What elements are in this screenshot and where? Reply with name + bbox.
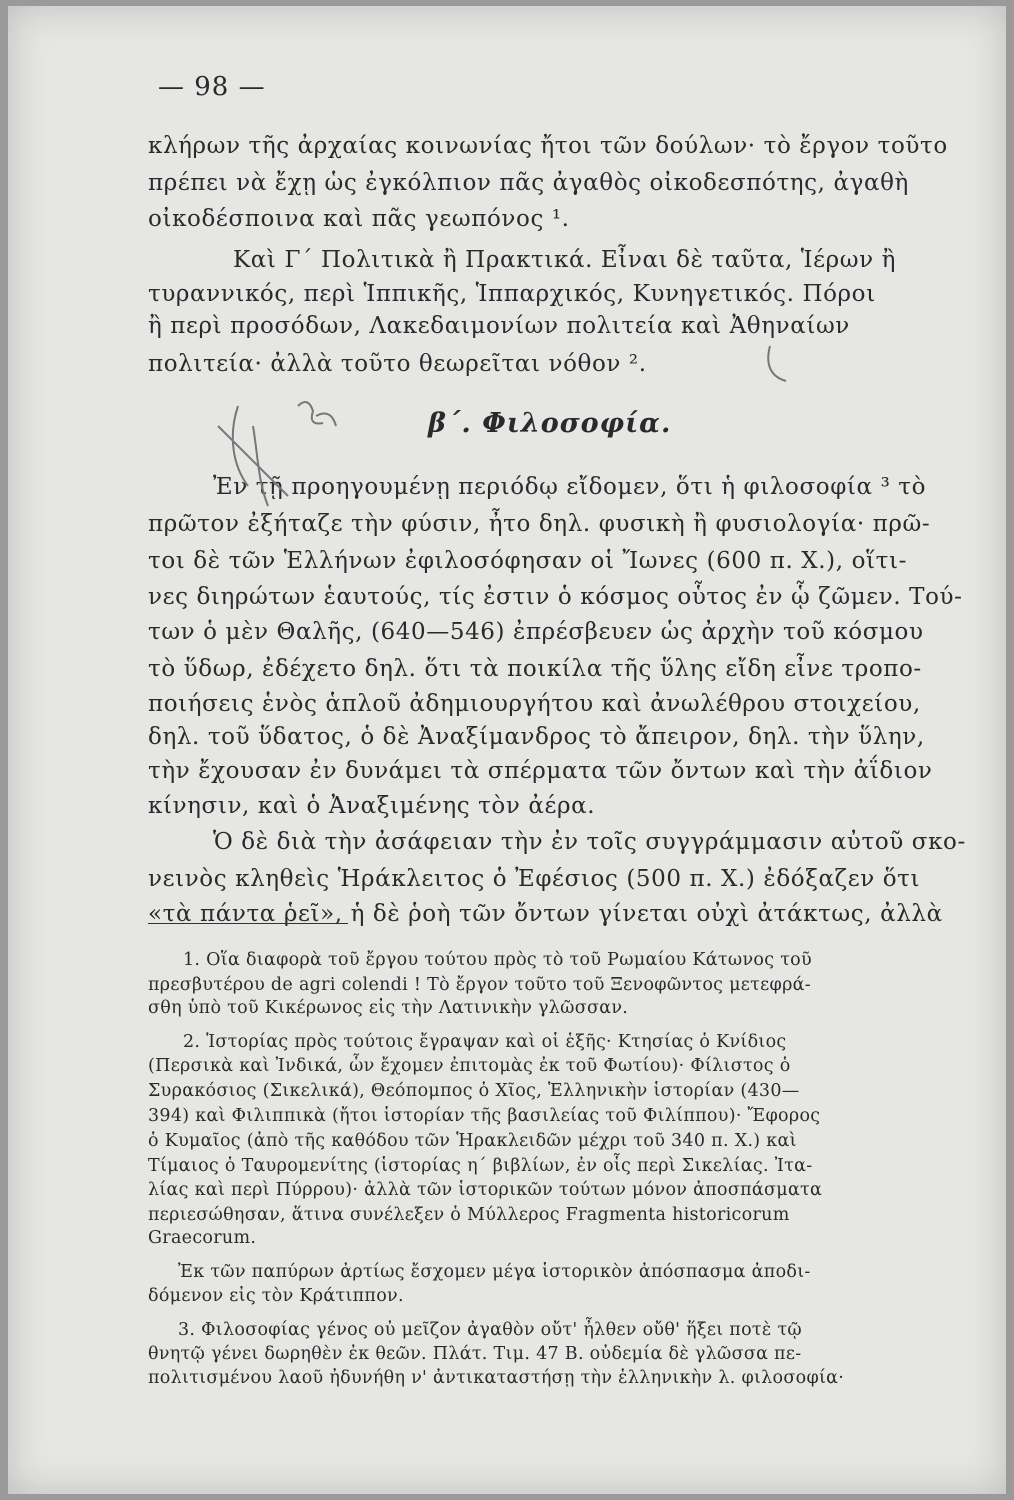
- footnote-line: περιεσώθησαν, ἅτινα συνέλεξεν ὁ Μύλλερος Fragmenta historicorum: [148, 1205, 790, 1225]
- footnote-line: Συρακόσιος (Σικελικά), Θεόπομπος ὁ Χῖος, Ἑλληνικὴν ἱστορίαν (430—: [148, 1081, 800, 1101]
- pencil-annotation-mark: [198, 386, 358, 516]
- body-line: πολιτεία· ἀλλὰ τοῦτο θεωρεῖται νόθον ².: [148, 351, 647, 377]
- footnote-line: δόμενον εἰς τὸν Κράτιππον.: [148, 1286, 404, 1306]
- body-line: πρῶτον ἐξήταζε τὴν φύσιν, ἦτο δηλ. φυσικὴ ἢ φυσιολογία· πρῶ-: [148, 511, 931, 537]
- body-line: τυραννικός, περὶ Ἱππικῆς, Ἱππαρχικός, Κυνηγετικός. Πόροι: [148, 281, 876, 307]
- body-line: κλήρων τῆς ἀρχαίας κοινωνίας ἤτοι τῶν δούλων· τὸ ἔργον τοῦτο: [148, 133, 948, 159]
- section-heading: β΄. Φιλοσοφία.: [428, 408, 672, 439]
- footnote-line: 3. Φιλοσοφίας γένος οὐ μεῖζον ἀγαθὸν οὔτ' ἦλθεν οὔθ' ἥξει ποτὲ τῷ: [178, 1320, 802, 1340]
- footnote-line: (Περσικὰ καὶ Ἰνδικά, ὧν ἔχομεν ἐπιτομὰς ἐκ τοῦ Φωτίου)· Φίλιστος ὁ: [148, 1056, 791, 1076]
- body-line: «τὰ πάντα ῥεῖ», ἡ δὲ ῥοὴ τῶν ὄντων γίνεται οὐχὶ ἀτάκτως, ἀλλὰ: [148, 901, 943, 927]
- book-page: [8, 6, 1006, 1494]
- body-line: των ὁ μὲν Θαλῆς, (640—546) ἐπρέσβευεν ὡς ἀρχὴν τοῦ κόσμου: [148, 619, 924, 645]
- body-line: ποιήσεις ἑνὸς ἁπλοῦ ἀδημιουργήτου καὶ ἀνωλέθρου στοιχείου,: [148, 691, 921, 717]
- footnote-rule: [148, 923, 348, 924]
- footnote-line: θνητῷ γένει δωρηθὲν ἐκ θεῶν. Πλάτ. Τιμ. 47 Β. οὐδεμία δὲ γλῶσσα πε-: [148, 1344, 802, 1364]
- body-line: κίνησιν, καὶ ὁ Ἀναξιμένης τὸν ἀέρα.: [148, 793, 596, 819]
- body-line: νεινὸς κληθεὶς Ἡράκλειτος ὁ Ἐφέσιος (500 π. Χ.) ἐδόξαζεν ὅτι: [148, 866, 921, 892]
- body-line: δηλ. τοῦ ὕδατος, ὁ δὲ Ἀναξίμανδρος τὸ ἄπειρον, δηλ. τὴν ὕλην,: [148, 724, 925, 750]
- body-line: τὴν ἔχουσαν ἐν δυνάμει τὰ σπέρματα τῶν ὄντων καὶ τὴν ἀΐδιον: [148, 758, 933, 784]
- footnote-line: 1. Οἵα διαφορὰ τοῦ ἔργου τούτου πρὸς τὸ τοῦ Ρωμαίου Κάτωνος τοῦ: [183, 950, 812, 970]
- footnote-line: Τίμαιος ὁ Ταυρομενίτης (ἱστορίας η΄ βιβλίων, ἐν οἷς περὶ Σικελίας. Ἰτα-: [148, 1156, 813, 1176]
- body-line: τὸ ὕδωρ, ἐδέχετο δηλ. ὅτι τὰ ποικίλα τῆς ὕλης εἴδη εἶνε τροπο-: [148, 656, 922, 682]
- footnote-line: Graecorum.: [148, 1228, 257, 1248]
- footnote-line: λίας καὶ περὶ Πύρρου)· ἀλλὰ τῶν ἱστορικῶν τούτων μόνον ἀποσπάσματα: [148, 1180, 823, 1200]
- footnote-line: ὁ Κυμαῖος (ἀπὸ τῆς καθόδου τῶν Ἡρακλειδῶν μέχρι τοῦ 340 π. Χ.) καὶ: [148, 1131, 797, 1151]
- page-number: — 98 —: [158, 72, 266, 102]
- footnote-line: 2. Ἱστορίας πρὸς τούτοις ἔγραψαν καὶ οἱ ἑξῆς· Κτησίας ὁ Κνίδιος: [183, 1032, 787, 1052]
- body-line: οἰκοδέσποινα καὶ πᾶς γεωπόνος ¹.: [148, 206, 570, 232]
- footnote-line: πολιτισμένου λαοῦ ἠδυνήθη ν' ἀντικαταστήσῃ τὴν ἑλληνικὴν λ. φιλοσοφία·: [148, 1368, 845, 1388]
- body-line: τοι δὲ τῶν Ἑλλήνων ἐφιλοσόφησαν οἱ Ἴωνες (600 π. Χ.), οἵτι-: [148, 548, 907, 574]
- body-line: ἢ περὶ προσόδων, Λακεδαιμονίων πολιτεία καὶ Ἀθηναίων: [148, 313, 850, 339]
- footnote-line: Ἐκ τῶν παπύρων ἀρτίως ἔσχομεν μέγα ἱστορικὸν ἀπόσπασμα ἀποδι-: [178, 1262, 811, 1282]
- body-line: Ὁ δὲ διὰ τὴν ἀσάφειαν τὴν ἐν τοῖς συγγράμμασιν αὐτοῦ σκο-: [213, 829, 966, 855]
- pencil-check-mark: [758, 341, 798, 391]
- body-line: Καὶ Γ΄ Πολιτικὰ ἢ Πρακτικά. Εἶναι δὲ ταῦτα, Ἱέρων ἢ: [233, 247, 897, 273]
- footnote-line: πρεσβυτέρου de agri colendi ! Τὸ ἔργον τοῦτο τοῦ Ξενοφῶντος μετεφρά-: [148, 975, 811, 995]
- footnote-line: σθη ὑπὸ τοῦ Κικέρωνος εἰς τὴν Λατινικὴν γλῶσσαν.: [148, 998, 629, 1018]
- body-line: πρέπει νὰ ἔχῃ ὡς ἐγκόλπιον πᾶς ἀγαθὸς οἰκοδεσπότης, ἀγαθὴ: [148, 170, 909, 196]
- body-line: νες διηρώτων ἑαυτούς, τίς ἐστιν ὁ κόσμος οὗτος ἐν ᾧ ζῶμεν. Τού-: [148, 584, 963, 610]
- footnote-line: 394) καὶ Φιλιππικὰ (ἤτοι ἱστορίαν τῆς βασιλείας τοῦ Φιλίππου)· Ἔφορος: [148, 1106, 821, 1126]
- body-line: Ἐν τῇ προηγουμένῃ περιόδῳ εἴδομεν, ὅτι ἡ φιλοσοφία ³ τὸ: [213, 474, 927, 500]
